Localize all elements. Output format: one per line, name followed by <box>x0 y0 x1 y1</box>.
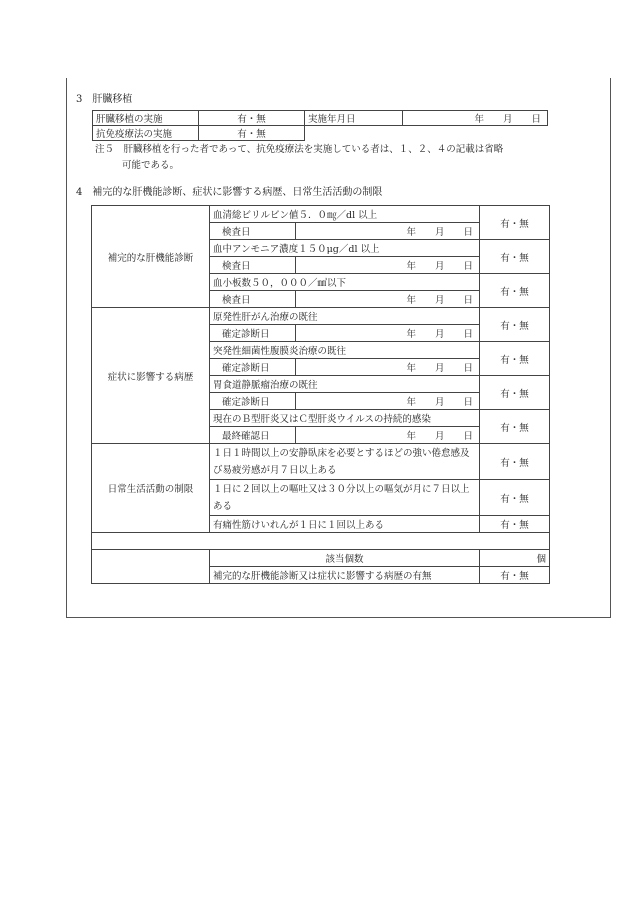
item-title: 現在のＢ型肝炎又はＣ型肝炎ウイルスの持続的感染 <box>210 410 480 427</box>
group-label-medical-history: 症状に影響する病歴 <box>92 308 210 444</box>
item-date-field[interactable]: 年 月 日 <box>296 291 480 308</box>
item-date-label: 最終確認日 <box>210 427 296 444</box>
item-title: 胃食道静脈瘤治療の既往 <box>210 376 480 393</box>
item-date-label: 検査日 <box>210 257 296 274</box>
item-text: １日１時間以上の安静臥床を必要とするほどの強い倦怠感及び易疲労感が月７日以上ある <box>210 444 480 480</box>
summary-count-row <box>92 550 550 567</box>
item-date-field[interactable]: 年 月 日 <box>296 223 480 240</box>
transplant-date-label: 実施年月日 <box>305 111 403 126</box>
item-title: 原発性肝がん治療の既往 <box>210 308 480 325</box>
group-label-liver-diagnosis: 補完的な肝機能診断 <box>92 206 210 308</box>
immunotherapy-label: 抗免疫療法の実施 <box>93 126 199 141</box>
item-text: １日に２回以上の嘔吐又は３０分以上の嘔気が月に７日以上ある <box>210 480 480 516</box>
item-date-label: 確定診断日 <box>210 393 296 410</box>
item-choice[interactable]: 有・無 <box>480 480 550 516</box>
table-row <box>92 206 550 223</box>
section-3-title: 3 肝臓移植 <box>76 94 133 105</box>
item-date-field[interactable]: 年 月 日 <box>296 257 480 274</box>
item-date-field[interactable]: 年 月 日 <box>296 325 480 342</box>
item-date-label: 検査日 <box>210 291 296 308</box>
item-choice[interactable]: 有・無 <box>480 516 550 533</box>
item-choice[interactable]: 有・無 <box>480 274 550 308</box>
table-row <box>92 308 550 325</box>
table-row <box>92 444 550 480</box>
group-label-daily-activity: 日常生活活動の制限 <box>92 444 210 533</box>
item-choice[interactable]: 有・無 <box>480 444 550 480</box>
transplant-date-field[interactable]: 年 月 日 <box>403 111 548 126</box>
item-choice[interactable]: 有・無 <box>480 376 550 410</box>
item-date-label: 検査日 <box>210 223 296 240</box>
item-title: 血清総ビリルビン値５．０㎎／dl 以上 <box>210 206 480 223</box>
note-5-continued: 可能である。 <box>122 160 180 171</box>
table-row <box>92 533 550 550</box>
item-title: 突発性細菌性腹膜炎治療の既往 <box>210 342 480 359</box>
summary-presence-label: 補完的な肝機能診断又は症状に影響する病歴の有無 <box>210 567 480 584</box>
transplant-row <box>93 111 548 126</box>
immunotherapy-choice[interactable]: 有・無 <box>199 126 305 141</box>
summary-count-label: 該当個数 <box>210 550 480 567</box>
item-date-field[interactable]: 年 月 日 <box>296 359 480 376</box>
item-choice[interactable]: 有・無 <box>480 240 550 274</box>
item-date-field[interactable]: 年 月 日 <box>296 393 480 410</box>
item-choice[interactable]: 有・無 <box>480 410 550 444</box>
summary-presence-choice[interactable]: 有・無 <box>480 567 550 584</box>
item-text: 有痛性筋けいれんが１日に１回以上ある <box>210 516 480 533</box>
item-choice[interactable]: 有・無 <box>480 342 550 376</box>
item-date-field[interactable]: 年 月 日 <box>296 427 480 444</box>
liver-transplant-table <box>92 110 548 141</box>
liver-function-table <box>91 205 550 584</box>
item-title: 血小板数５０，０００／㎣以下 <box>210 274 480 291</box>
note-5: 注５ 肝臓移植を行った者であって、抗免疫療法を実施している者は、１、２、４の記載は省略 <box>95 144 504 155</box>
section-4-title: 4 補完的な肝機能診断、症状に影響する病歴、日常生活活動の制限 <box>76 187 383 198</box>
item-title: 血中アンモニア濃度１５０μg／dl 以上 <box>210 240 480 257</box>
item-choice[interactable]: 有・無 <box>480 308 550 342</box>
immunotherapy-row <box>93 126 548 141</box>
transplant-label: 肝臓移植の実施 <box>93 111 199 126</box>
item-date-label: 確定診断日 <box>210 325 296 342</box>
transplant-choice[interactable]: 有・無 <box>199 111 305 126</box>
summary-count-field[interactable]: 個 <box>480 550 550 567</box>
item-date-label: 確定診断日 <box>210 359 296 376</box>
item-choice[interactable]: 有・無 <box>480 206 550 240</box>
